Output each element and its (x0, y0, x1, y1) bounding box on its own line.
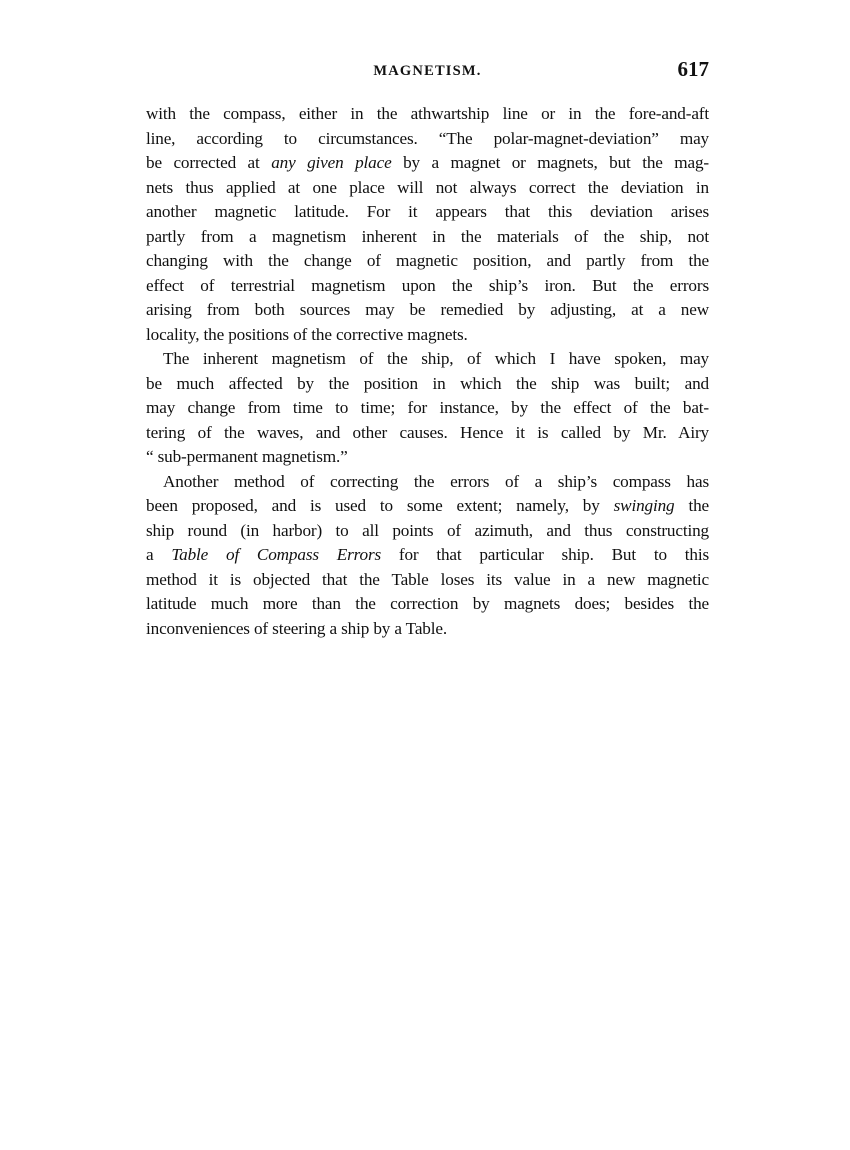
text-line: effect of terrestrial magnetism upon the ship’s iron. But the errors (146, 275, 709, 295)
text-line: Another method of correcting the errors of a ship’s compass has (163, 471, 709, 491)
page-number: 617 (677, 57, 709, 81)
text-run: a (146, 545, 172, 564)
text-line: another magnetic latitude. For it appears that this deviation arises (146, 202, 709, 221)
running-head: MAGNETISM. (373, 63, 482, 79)
text-line (146, 151, 709, 176)
text-run: been proposed, and is used to some extent; namely, by (146, 496, 614, 515)
text-line: changing with the change of magnetic position, and partly from the (146, 251, 709, 270)
text-line: The inherent magnetism of the ship, of which I have spoken, may (163, 349, 709, 368)
text-line: locality, the positions of the corrective magnets. (146, 324, 468, 344)
paragraph-2 (146, 347, 709, 470)
text-line: method it is objected that the Table loses its value in a new magnetic (146, 569, 709, 589)
text-run: the (674, 496, 709, 515)
text-line (146, 543, 709, 568)
text-line: may change from time to time; for instance, by the effect of the bat- (146, 398, 709, 417)
text-line: partly from a magnetism inherent in the materials of the ship, not (146, 226, 709, 246)
paragraph-1 (146, 102, 709, 347)
book-page (146, 55, 709, 641)
text-line: ship round (in harbor) to all points of azimuth, and thus constructing (146, 520, 709, 540)
text-line: inconveniences of steering a ship by a Table. (146, 618, 448, 638)
text-line: “ sub-permanent magnetism.” (146, 447, 348, 466)
text-line: be much affected by the position in which the ship was built; and (146, 373, 709, 393)
text-line: with the compass, either in the athwartship line or in the fore-and-aft (146, 104, 709, 123)
text-run: for that particular ship. But to this (381, 545, 709, 564)
text-run: by a magnet or magnets, but the mag- (391, 153, 709, 172)
emphasis: swinging (613, 496, 675, 515)
emphasis: any given place (271, 153, 392, 172)
text-line (146, 494, 709, 519)
paragraph-3 (146, 470, 709, 642)
text-line: line, according to circumstances. “The polar-magnet-deviation” may (146, 128, 709, 148)
emphasis: Table of Compass Errors (171, 545, 382, 564)
text-line: tering of the waves, and other causes. Hence it is called by Mr. Airy (146, 422, 709, 442)
text-run: be corrected at (146, 153, 272, 172)
text-line: arising from both sources may be remedied by adjusting, at a new (146, 300, 709, 319)
text-line: latitude much more than the correction by magnets does; besides the (146, 594, 709, 613)
text-line: nets thus applied at one place will not always correct the deviation in (146, 177, 709, 197)
page-header (146, 55, 709, 85)
